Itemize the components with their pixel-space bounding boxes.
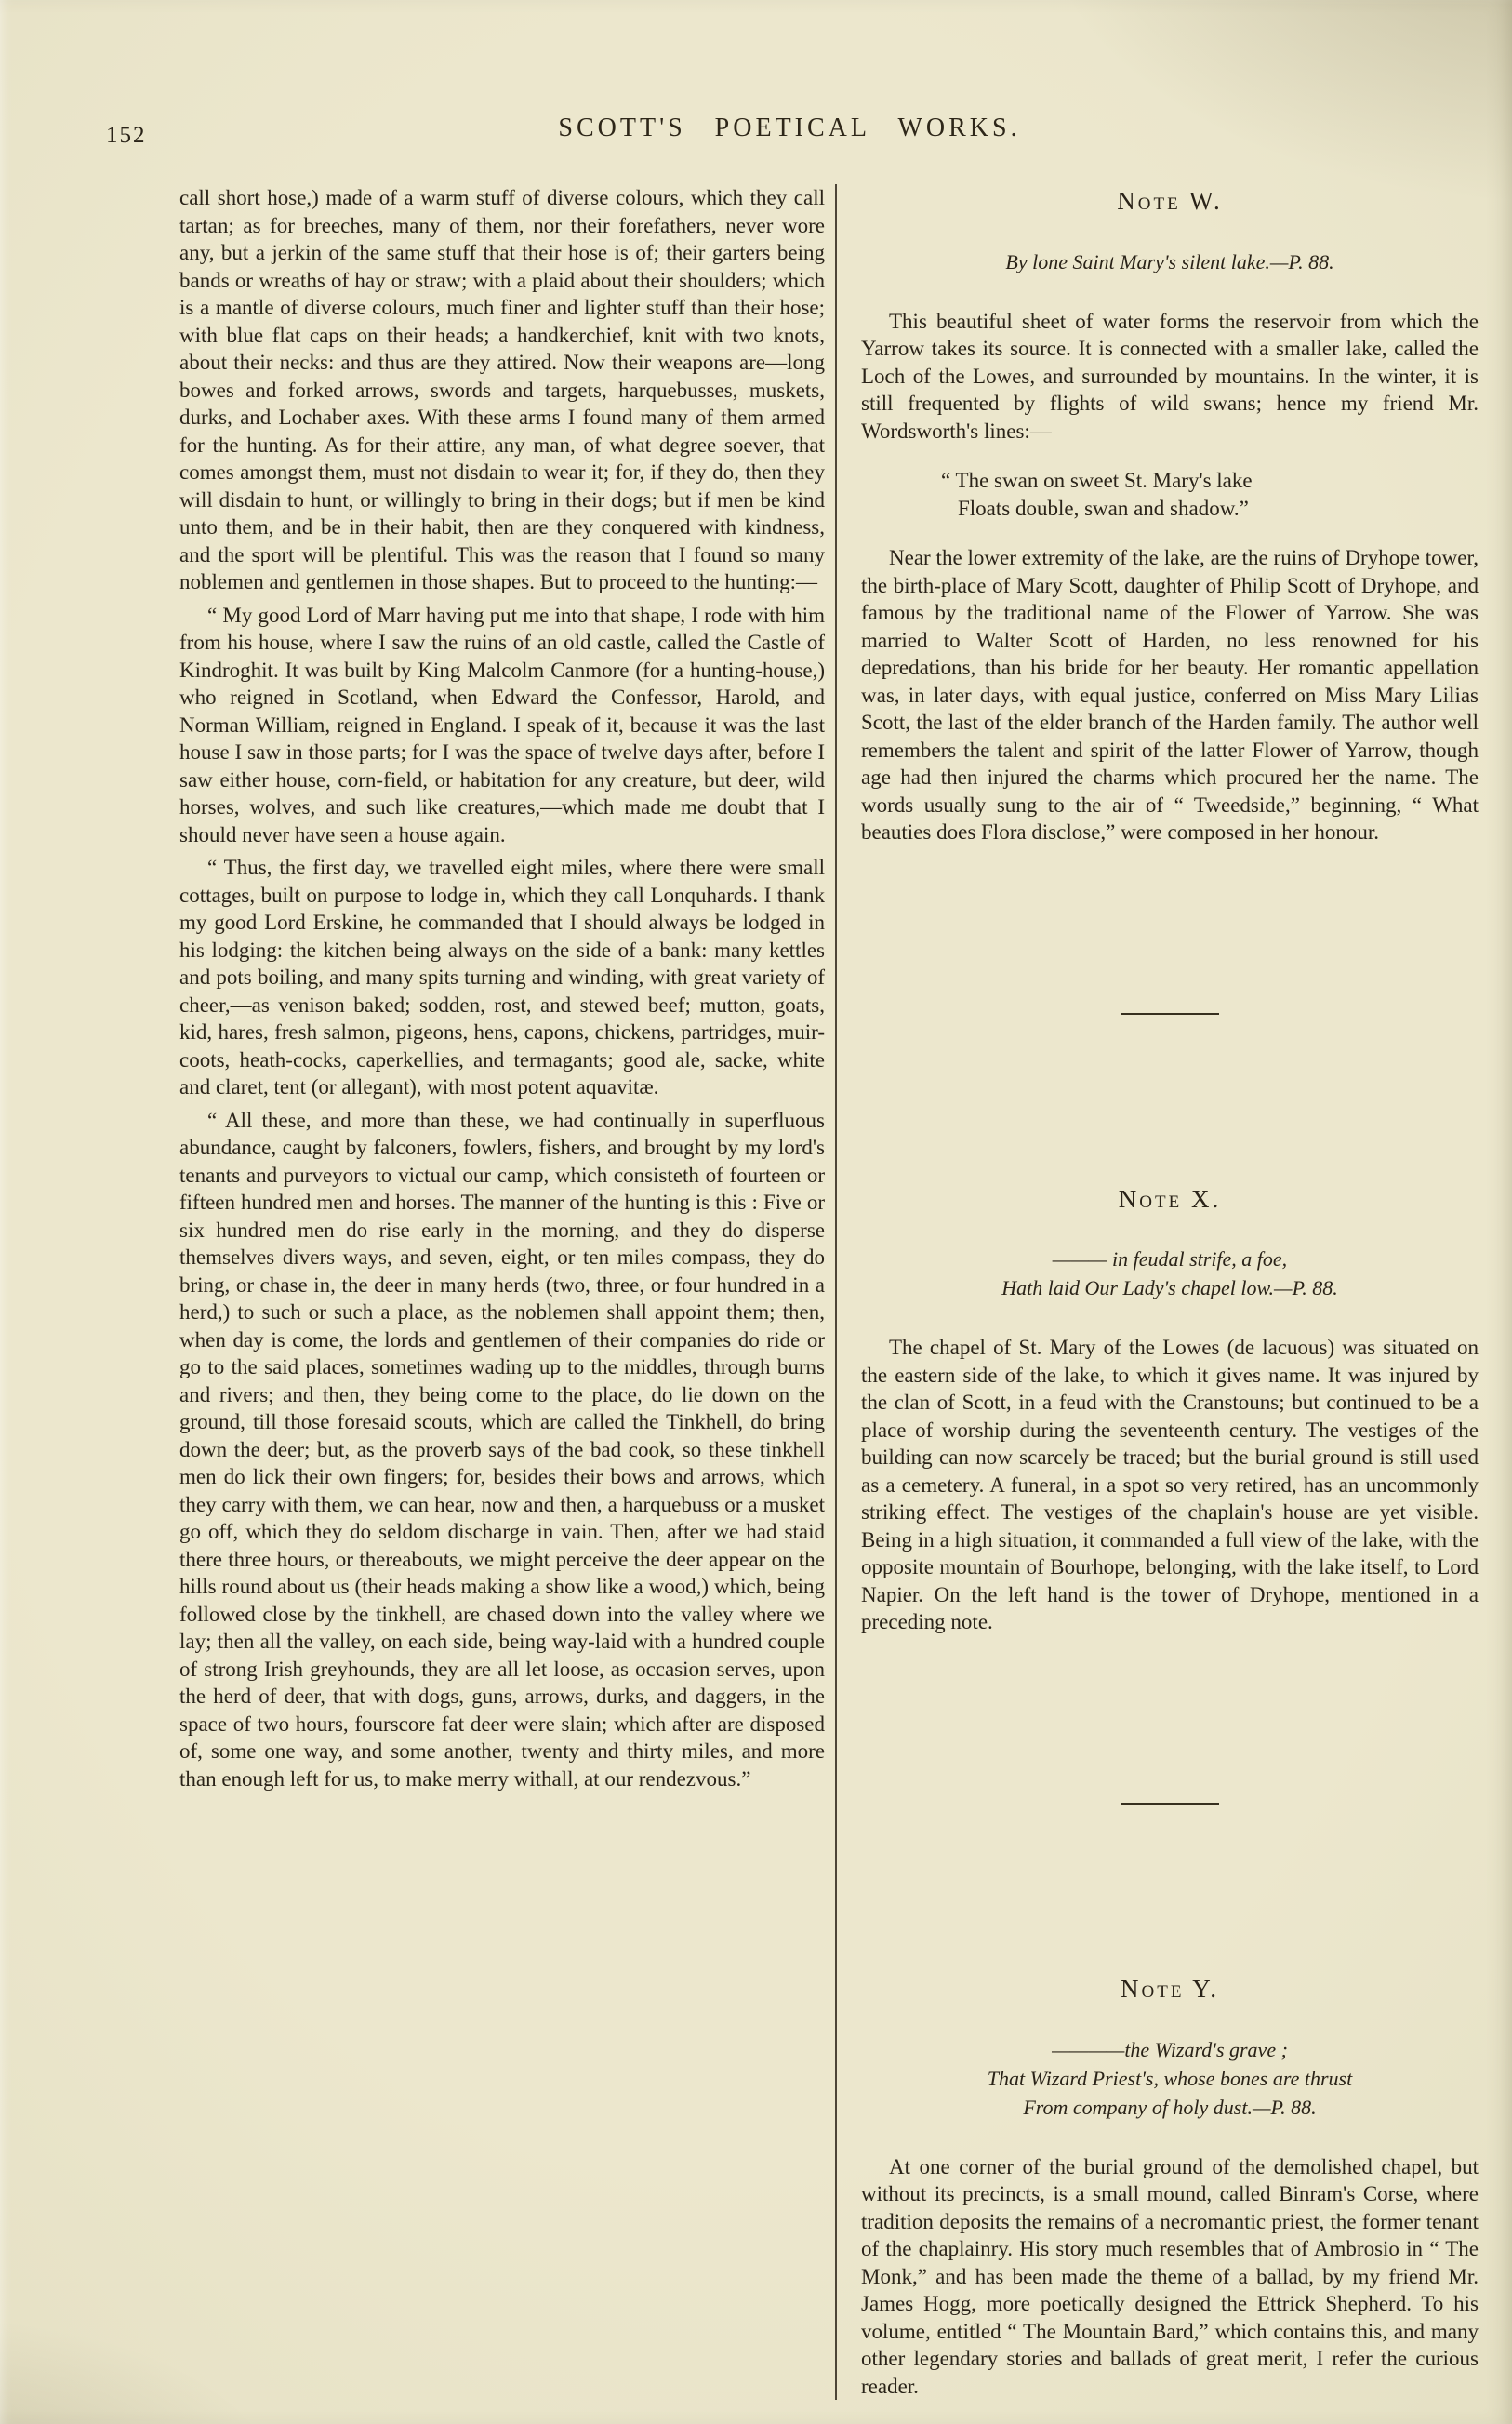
note-y-section (861, 1972, 1479, 2400)
verse-line: “ The swan on sweet St. Mary's lake (941, 469, 1253, 492)
epigraph-line: That Wizard Priest's, whose bones are thrust (987, 2066, 1353, 2090)
two-column-body (179, 184, 1479, 2400)
note-w-title: Note W. (1117, 187, 1223, 215)
note-x-epigraph (861, 1245, 1479, 1302)
note-y-epigraph (861, 2035, 1479, 2122)
note-x-paragraph-1: The chapel of St. Mary of the Lowes (de lacuous) was situated on the eastern side of the lake, to which it gives name. It was injured by the clan of Scott, in a feud with the Cranstouns; but continued to be a place of worship during the seventeenth century. The vestiges of the building can now scarcely be traced; but the burial ground is still used as a cemetery. A funeral, in a spot so very retired, has an uncommonly striking effect. The vestiges of the chaplain's house are yet visible. Being in a high situation, it commanded a full view of the lake, with the opposite mountain of Bourhope, belonging, with the lake itself, to Lord Napier. On the left hand is the tower of Dryhope, mentioned in a preceding note. (861, 1336, 1479, 1634)
note-y-paragraph-1: At one corner of the burial ground of the demolished chapel, but without its precincts, is a small mound, called Binram's Corse, where tradition deposits the remains of a necromantic priest, the former tenant of the chaplainry. His story much resembles that of Ambrosio in “ The Monk,” and has been made the theme of a ballad, by my friend Mr. James Hogg, more poetically designed the Ettrick Shepherd. To his volume, entitled “ The Mountain Bard,” which contains this, and many other legendary stories and ballads of great merit, I refer the curious reader. (861, 2154, 1479, 2398)
note-w-verse-quote (941, 467, 1479, 522)
section-divider-rule (1121, 1013, 1219, 1015)
section-divider-rule (1121, 1803, 1219, 1805)
left-column (179, 184, 825, 2400)
running-head (104, 113, 1475, 154)
note-w-section (861, 184, 1479, 846)
page-number: 152 (106, 123, 147, 148)
note-w-paragraph-2: Near the lower extremity of the lake, are the ruins of Dryhope tower, the birth-place of Mary Scott, daughter of Philip Scott of Dryhope, and famous by the traditional name of the Flower of Yarrow. She was married to Walter Scott of Harden, no less renowned for his depredations, than his bride for her beauty. Her romantic appellation was, in later days, with equal justice, conferred on Miss Mary Lilias Scott, the last of the elder branch of the Harden family. The author well remembers the talent and spirit of the latter Flower of Yarrow, though age had then injured the charms which procured her the name. The words usually sung to the air of “ Tweedside,” beginning, “ What beauties does Flora disclose,” were composed in her honour. (861, 546, 1479, 844)
right-column (837, 184, 1479, 2400)
note-w-paragraph-1: This beautiful sheet of water forms the reservoir from which the Yarrow takes its source. It is connected with a smaller lake, called the Loch of the Lowes, and surrounded by mountains. In the winter, it is still frequented by flights of wild swans; hence my friend Mr. Wordsworth's lines:— (861, 309, 1479, 443)
epigraph-line: ——— in feudal strife, a foe, (1052, 1247, 1288, 1272)
epigraph-line: Hath laid Our Lady's chapel low.—P. 88. (1001, 1276, 1338, 1300)
note-x-title: Note X. (1118, 1184, 1222, 1213)
note-w-epigraph (861, 247, 1479, 276)
left-paragraph-4: “ All these, and more than these, we had continually in superfluous abundance, caught by falconers, fowlers, fishers, and brought by my lord's tenants and purveyors to victual our camp, which consisteth of fourteen or fifteen hundred men and horses. The manner of the hunting is this : Five or six hundred men do rise early in the morning, and they do disperse themselves divers ways, and seven, eight, or ten miles compass, they do bring, or chase in, the deer in many herds (two, three, or four hundred in a herd,) to such or such a place, as the noblemen shall appoint them; then, when day is come, the lords and gentlemen of their companies do ride or go to the said places, sometimes wading up to the middles, through burns and rivers; and then, they being come to the place, do lie down on the ground, till those foresaid scouts, which are called the Tinkhell, do bring down the deer; but, as the proverb says of the bad cook, so these tinkhell men do lick their own fingers; for, besides their bows and arrows, which they carry with them, we can hear, now and then, a harquebuss or a musket go off, which they do seldom discharge in vain. Then, after we had staid there three hours, or thereabouts, we might perceive the deer appear on the hills round about us (their heads making a show like a wood,) which, being followed close by the tinkhell, are chased down into the valley where we lay; then all the valley, on each side, being way-laid with a hundred couple of strong Irish greyhounds, they are all let loose, as occasion serves, upon the herd of deer, that with dogs, guns, arrows, durks, and daggers, in the space of two hours, fourscore fat deer were slain; which after are disposed of, some one way, and some another, twenty and thirty miles, and more than enough left for us, to make merry withall, at our rendezvous.” (179, 1108, 825, 1791)
left-paragraph-3: “ Thus, the first day, we travelled eight miles, where there were small cottages, built on purpose to lodge in, which they call Lonquhards. I thank my good Lord Erskine, he commanded that I should always be lodged in his lodging: the kitchen being always on the side of a bank: many kettles and pots boiling, and many spits turning and winding, with great variety of cheer,—as venison baked; sodden, rost, and stewed beef; mutton, goats, kid, hares, fresh salmon, pigeons, hens, capons, chickens, partridges, muir-coots, heath-cocks, caperkellies, and termagants; good ale, sacke, white and claret, tent (or allegant), with most potent aquavitæ. (179, 856, 825, 1099)
page-header-title: SCOTT'S POETICAL WORKS. (558, 113, 1021, 142)
epigraph-line: ————the Wizard's grave ; (1052, 2037, 1288, 2061)
epigraph-line: By lone Saint Mary's silent lake.—P. 88. (1005, 249, 1334, 273)
epigraph-line: From company of holy dust.—P. 88. (1023, 2095, 1317, 2119)
left-paragraph-1: call short hose,) made of a warm stuff of diverse colours, which they call tartan; as for breeches, many of them, nor their forefathers, never wore any, but a jerkin of the same stuff that their hose is of; their garters being bands or wreaths of hay or straw; with a plaid about their shoulders; which is a mantle of diverse colours, much finer and lighter stuff than their hose; with blue flat caps on their heads; a handkerchief, knit with two knots, about their necks: and thus are they attired. Now their weapons are—long bowes and forked arrows, swords and targets, harquebusses, muskets, durks, and Lochaber axes. With these arms I found many of them armed for the hunting. As for their attire, any man, of what degree soever, that comes amongst them, must not disdain to wear it; for, if they do, then they will disdain to hunt, or willingly to bring in their dogs; but if men be kind unto them, and be in their habit, then are they conquered with kindness, and the sport will be plentiful. This was the reason that I found so many noblemen and gentlemen in those shapes. But to proceed to the hunting:— (179, 186, 825, 593)
left-paragraph-2: “ My good Lord of Marr having put me into that shape, I rode with him from his house, where I saw the ruins of an old castle, called the Castle of Kindroghit. It was built by King Malcolm Canmore (for a hunting-house,) who reigned in Scotland, when Edward the Confessor, Harold, and Norman William, reigned in England. I speak of it, because it was the last house I saw in those parts; for I was the space of twelve days after, before I saw either house, corn-field, or habitation for any creature, but deer, wild horses, wolves, and such like creatures,—which made me doubt that I should never have seen a house again. (179, 603, 825, 846)
verse-line: Floats double, swan and shadow.” (958, 496, 1249, 520)
note-y-title: Note Y. (1121, 1975, 1219, 2003)
note-x-section (861, 1182, 1479, 1636)
